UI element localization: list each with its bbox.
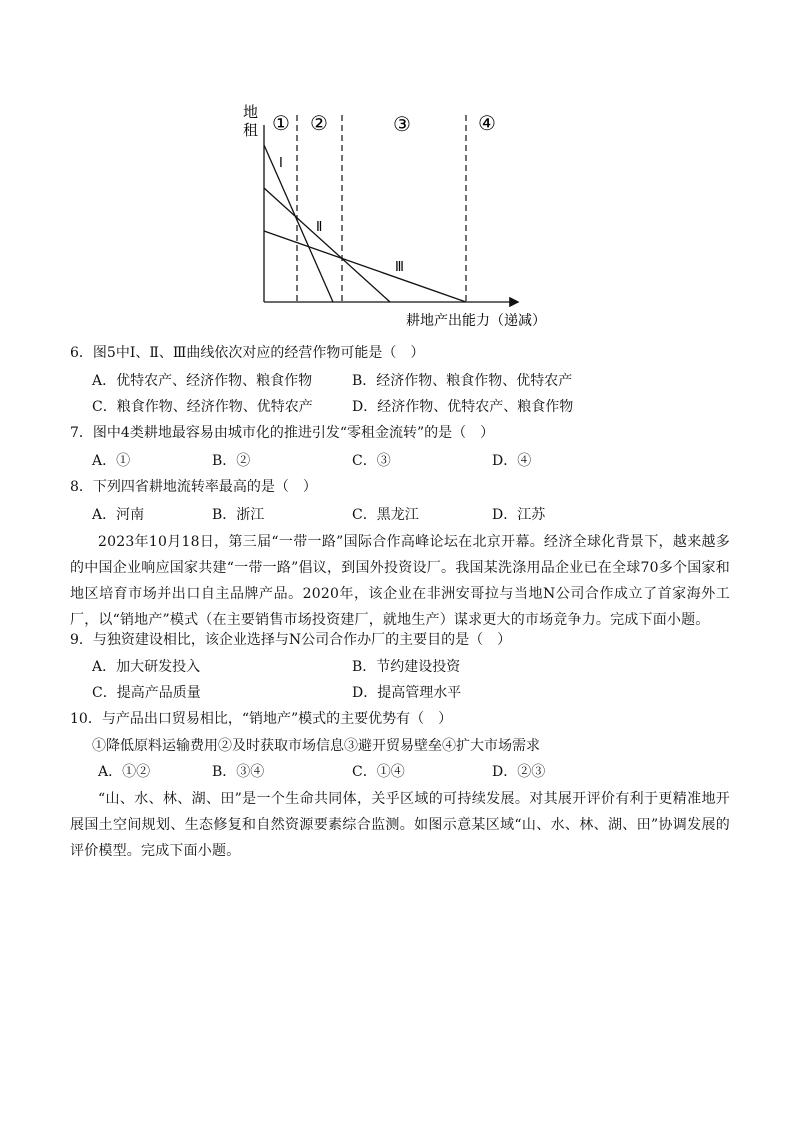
q6-option-d: D．经济作物、优特农产、粮食作物: [352, 399, 574, 415]
q8-option-c: C．黑龙江: [352, 507, 419, 523]
q6-option-b: B．经济作物、粮食作物、优特农产: [352, 373, 573, 389]
zone-label-2: ②: [310, 111, 328, 135]
curve-3: [264, 231, 466, 302]
q10-option-d: D．②③: [492, 764, 546, 780]
curve-2: [264, 188, 390, 302]
passage-belt-and-road: 2023年10月18日，第三届“一带一路”国际合作高峰论坛在北京开幕。经济全球化背景下，越来越多的中国企业响应国家共建“一带一路”倡议，到国外投资设厂。我国某洗涤用品企业已在全球70多个国家和地区培育市场并出口自主品牌产品。2020年，该企业在非洲安哥拉与当地N公司合作成立了首家海外工厂，以“销地产”模式（在主要销售市场投资建厂，就地生产）谋求更大的市场竞争力。完成下面小题。: [70, 534, 730, 628]
land-rent-diagram: [235, 95, 565, 335]
q9-option-d: D．提高管理水平: [352, 685, 462, 701]
curve-1: [264, 145, 333, 302]
q6-option-c: C．粮食作物、经济作物、优特农产: [92, 399, 313, 415]
q10-option-c: C．①④: [352, 764, 405, 780]
zone-label-4: ④: [478, 111, 496, 135]
q9-option-b: B．节约建设投资: [352, 659, 461, 675]
q8-option-b: B．浙江: [212, 507, 265, 523]
y-axis-label-2: 租: [243, 121, 259, 139]
y-axis-label: 地: [243, 103, 259, 121]
curve-label-1: I: [279, 156, 283, 171]
zone-label-3: ③: [393, 112, 411, 136]
q7-option-a: A．①: [92, 453, 131, 469]
curve-label-2: Ⅱ: [316, 220, 323, 235]
q9-option-a: A．加大研发投入: [92, 659, 201, 675]
question-9: 9．与独资建设相比，该企业选择与N公司合作办厂的主要目的是（ ）: [70, 632, 512, 648]
q7-option-d: D．④: [492, 453, 532, 469]
curve-label-3: Ⅲ: [395, 260, 404, 275]
q8-option-a: A．河南: [92, 507, 145, 523]
x-axis-label: 耕地产出能力（递减）: [406, 313, 546, 329]
question-7: 7．图中4类耕地最容易由城市化的推进引发“零租金流转”的是（ ）: [70, 425, 495, 441]
q8-option-d: D．江苏: [492, 507, 546, 523]
q10-option-a: A．①②: [98, 764, 151, 780]
q9-option-c: C．提高产品质量: [92, 685, 201, 701]
q6-option-a: A．优特农产、经济作物、粮食作物: [92, 373, 313, 389]
passage-mountain-water-forest: “山、水、林、湖、田”是一个生命共同体，关乎区域的可持续发展。对其展开评价有利于更精准地开展国土空间规划、生态修复和自然资源要素综合监测。如图示意某区域“山、水、林、湖、田”协调发展的评价模型。完成下面小题。: [70, 791, 730, 859]
question-10: 10．与产品出口贸易相比，“销地产”模式的主要优势有（ ）: [70, 711, 453, 727]
question-6: 6．图5中I、Ⅱ、Ⅲ曲线依次对应的经营作物可能是（ ）: [70, 345, 425, 361]
q10-statements: ①降低原料运输费用②及时获取市场信息③避开贸易壁垒④扩大市场需求: [92, 738, 540, 754]
q7-option-c: C．③: [352, 453, 391, 469]
zone-label-1: ①: [272, 111, 290, 135]
q7-option-b: B．②: [212, 453, 251, 469]
question-8: 8．下列四省耕地流转率最高的是（ ）: [70, 479, 317, 495]
q10-option-b: B．③④: [212, 764, 265, 780]
